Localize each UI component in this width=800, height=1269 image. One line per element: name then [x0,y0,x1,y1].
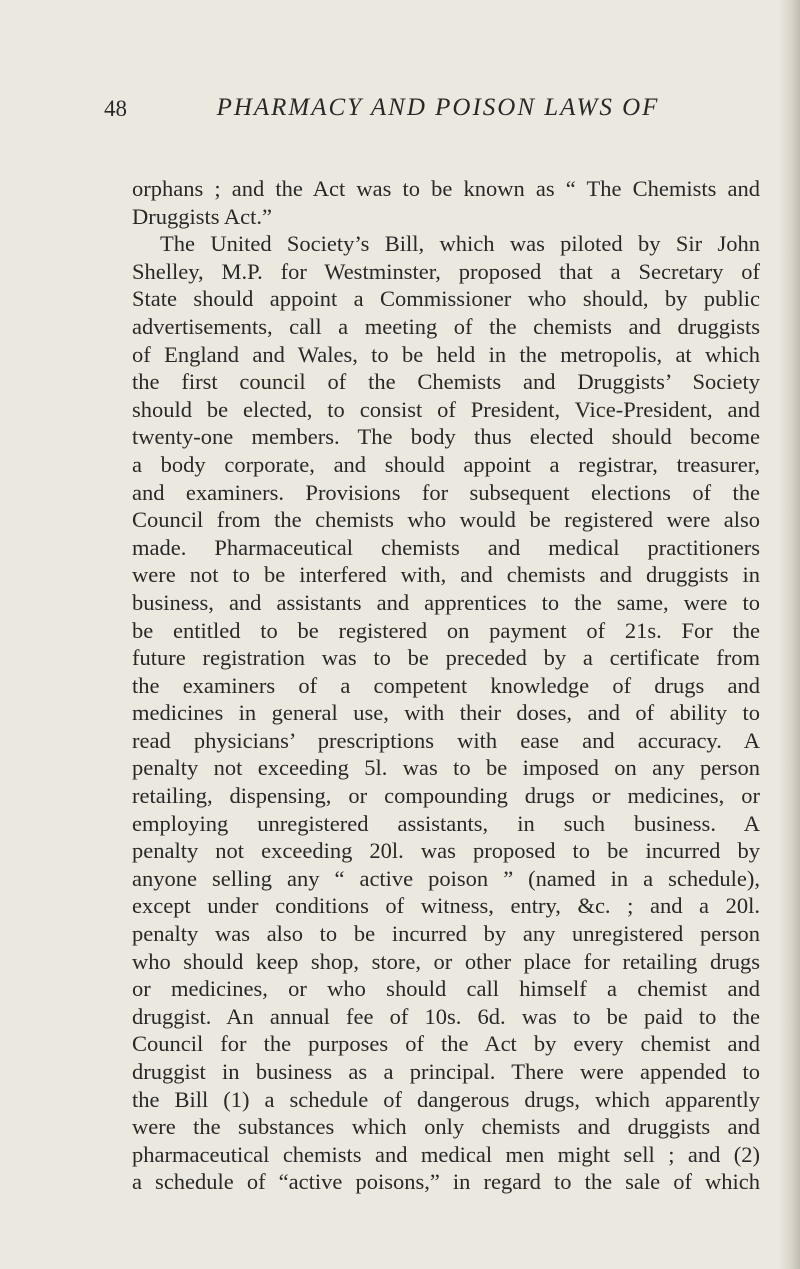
text-line: were the substances which only chemists and druggists and [132,1114,760,1140]
text-line: advertisements, call a meeting of the chemists and druggists [132,313,760,339]
text-line: be entitled to be registered on payment of 21s. For the [132,617,760,643]
text-line: made. Pharmaceutical chemists and medical practitioners [132,534,760,560]
text-line: of England and Wales, to be held in the metropolis, at which [132,341,760,367]
text-line: and examiners. Provisions for subsequent elections of the [132,479,760,505]
text-line: penalty not exceeding 20l. was proposed to be incurred by [132,838,760,864]
text-line: Shelley, M.P. for Westminster, proposed that a Secretary of [132,258,760,284]
text-line: druggist in business as a principal. There were appended to [132,1059,760,1084]
text-line: were not to be interfered with, and chemists and druggists in [132,562,760,588]
text-line: retailing, dispensing, or compounding drugs or medicines, or [132,783,760,809]
page-header [104,94,744,130]
text-line: State should appoint a Commissioner who should, by public [132,286,760,312]
running-head: PHARMACY AND POISON LAWS OF [216,94,660,121]
text-line: Council from the chemists who would be registered were also [132,507,760,533]
text-line: who should keep shop, store, or other place for retailing drugs [132,948,760,974]
text-line: a schedule of “active poisons,” in regard to the sale of which [132,1169,760,1195]
text-line: the Bill (1) a schedule of dangerous drugs, which apparently [132,1086,760,1112]
text-line: medicines in general use, with their doses, and of ability to [132,700,760,726]
text-line: Council for the purposes of the Act by every chemist and [132,1031,760,1057]
text-line: orphans ; and the Act was to be known as “ The Chemists and [132,176,760,201]
text-line: druggist. An annual fee of 10s. 6d. was to be paid to the [132,1003,760,1029]
text-line: should be elected, to consist of President, Vice-President, and [132,396,760,422]
text-line: twenty-one members. The body thus elected should become [132,424,760,450]
text-line: pharmaceutical chemists and medical men might sell ; and (2) [132,1141,760,1167]
text-line: the examiners of a competent knowledge of drugs and [132,672,760,698]
text-line: read physicians’ prescriptions with ease and accuracy. A [132,727,760,753]
text-line: the first council of the Chemists and Druggists’ Society [132,369,760,395]
text-line: or medicines, or who should call himself a chemist and [132,976,760,1002]
text-line: penalty not exceeding 5l. was to be imposed on any person [132,755,760,781]
text-line: The United Society’s Bill, which was piloted by Sir John [160,231,760,257]
text-line: business, and assistants and apprentices to the same, were to [132,589,760,615]
text-line: a body corporate, and should appoint a registrar, treasurer, [132,451,760,477]
text-line: employing unregistered assistants, in such business. A [132,810,760,836]
text-line: anyone selling any “ active poison ” (named in a schedule), [132,865,760,891]
page-edge-shadow [778,0,800,1269]
text-line: Druggists Act.” [132,203,272,229]
page-number: 48 [104,96,127,121]
text-line: penalty was also to be incurred by any unregistered person [132,921,760,947]
text-line: except under conditions of witness, entry, &c. ; and a 20l. [132,893,760,919]
text-line: future registration was to be preceded by a certificate from [132,645,760,671]
body-text [132,175,760,1196]
